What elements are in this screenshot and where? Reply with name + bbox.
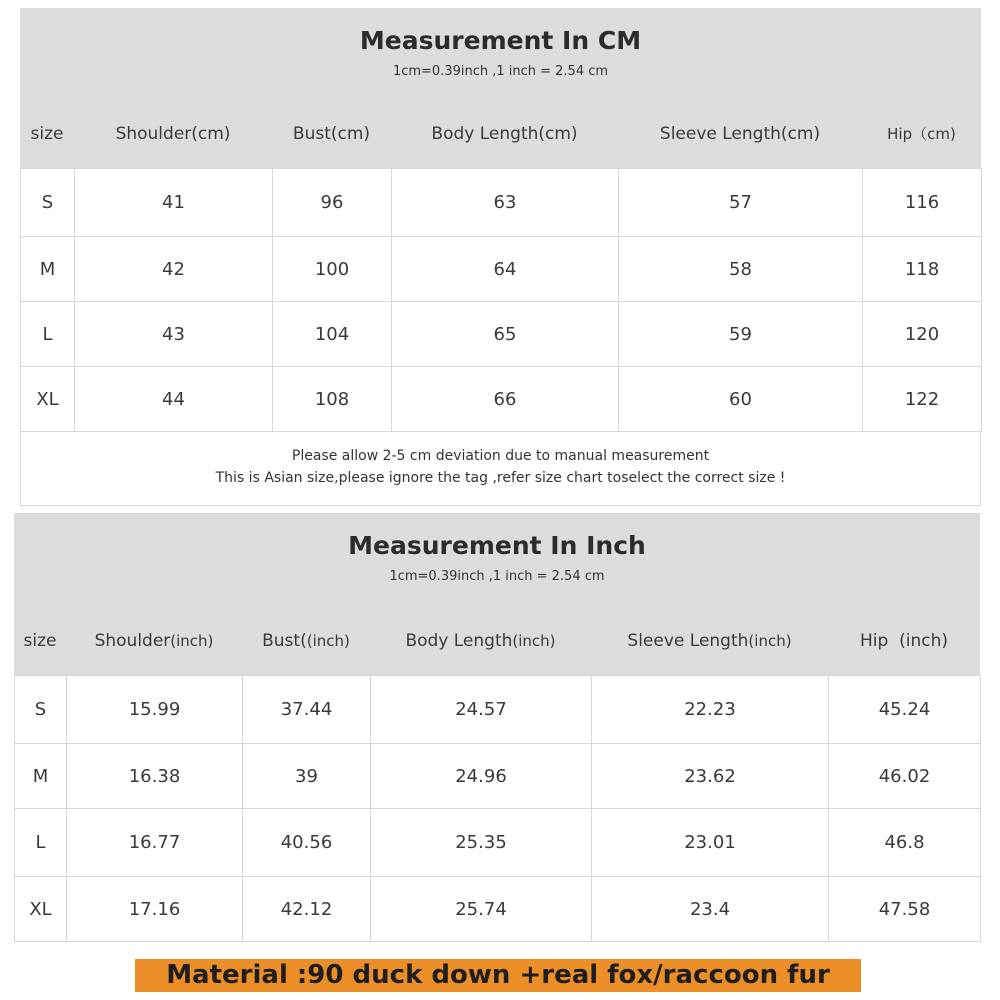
cm-size-table bbox=[20, 168, 982, 432]
shoulder-cell: 42 bbox=[75, 237, 273, 302]
asian-size-note: This is Asian size,please ignore the tag ,refer size chart toselect the correct size ! bbox=[215, 470, 786, 486]
inch-header-size-label: size bbox=[23, 631, 57, 651]
sleeve-length-cell: 57 bbox=[619, 169, 863, 237]
hip-cell: 46.8 bbox=[829, 809, 981, 877]
inch-chart-conversion: 1cm=0.39inch ,1 inch = 2.54 cm bbox=[389, 569, 605, 584]
cm-header-size: size bbox=[30, 124, 64, 144]
size-cell: M bbox=[15, 744, 67, 809]
table-row bbox=[15, 744, 981, 809]
table-row bbox=[15, 676, 981, 744]
shoulder-cell: 44 bbox=[75, 367, 273, 432]
sleeve-length-cell: 58 bbox=[619, 237, 863, 302]
body-length-cell: 63 bbox=[392, 169, 619, 237]
table-row bbox=[15, 809, 981, 877]
cm-header-body-length: Body Length(cm) bbox=[431, 124, 578, 144]
inch-header-sleeve-length bbox=[591, 621, 828, 661]
table-row bbox=[21, 367, 982, 432]
body-length-cell: 25.35 bbox=[371, 809, 592, 877]
shoulder-cell: 16.38 bbox=[67, 744, 243, 809]
shoulder-cell: 16.77 bbox=[67, 809, 243, 877]
inch-header-bust-label: Bust( bbox=[262, 631, 307, 651]
inch-header-body-length bbox=[370, 621, 591, 661]
size-cell: L bbox=[21, 302, 75, 367]
inch-size-table bbox=[14, 675, 981, 942]
sleeve-length-cell: 23.62 bbox=[592, 744, 829, 809]
inch-header-shoulder bbox=[66, 621, 242, 661]
size-cell: M bbox=[21, 237, 75, 302]
inch-column-headers bbox=[14, 621, 980, 661]
sleeve-length-cell: 22.23 bbox=[592, 676, 829, 744]
inch-header-body-length-unit: (inch) bbox=[512, 632, 556, 650]
shoulder-cell: 15.99 bbox=[67, 676, 243, 744]
hip-cell: 45.24 bbox=[829, 676, 981, 744]
table-row bbox=[21, 302, 982, 367]
size-cell: L bbox=[15, 809, 67, 877]
bust-cell: 104 bbox=[273, 302, 392, 367]
cm-header-sleeve-length: Sleeve Length(cm) bbox=[659, 124, 821, 144]
cm-header-shoulder: Shoulder(cm) bbox=[115, 124, 231, 144]
bust-cell: 40.56 bbox=[243, 809, 371, 877]
sleeve-length-cell: 60 bbox=[619, 367, 863, 432]
inch-header-sleeve-length-label: Sleeve Length bbox=[627, 631, 749, 651]
inch-chart-header bbox=[14, 513, 980, 675]
cm-chart-notes bbox=[20, 432, 981, 506]
body-length-cell: 24.57 bbox=[371, 676, 592, 744]
shoulder-cell: 41 bbox=[75, 169, 273, 237]
body-length-cell: 24.96 bbox=[371, 744, 592, 809]
cm-chart-title: Measurement In CM bbox=[359, 26, 642, 55]
table-row bbox=[15, 877, 981, 942]
inch-header-body-length-label: Body Length bbox=[405, 631, 513, 651]
hip-cell: 116 bbox=[863, 169, 982, 237]
inch-chart-title: Measurement In Inch bbox=[348, 531, 646, 560]
body-length-cell: 66 bbox=[392, 367, 619, 432]
inch-header-bust bbox=[242, 621, 370, 661]
size-cell: XL bbox=[15, 877, 67, 942]
cm-chart-header bbox=[20, 8, 981, 168]
shoulder-cell: 43 bbox=[75, 302, 273, 367]
inch-header-hip-label: Hip (inch) bbox=[860, 631, 948, 651]
table-row bbox=[21, 169, 982, 237]
hip-cell: 120 bbox=[863, 302, 982, 367]
hip-cell: 122 bbox=[863, 367, 982, 432]
inch-header-hip bbox=[828, 621, 980, 661]
bust-cell: 108 bbox=[273, 367, 392, 432]
bust-cell: 42.12 bbox=[243, 877, 371, 942]
cm-header-bust: Bust(cm) bbox=[292, 124, 371, 144]
deviation-note: Please allow 2-5 cm deviation due to manual measurement bbox=[291, 448, 710, 464]
cm-column-headers bbox=[20, 114, 981, 154]
inch-header-shoulder-label: Shoulder bbox=[94, 631, 171, 651]
hip-cell: 46.02 bbox=[829, 744, 981, 809]
body-length-cell: 25.74 bbox=[371, 877, 592, 942]
bust-cell: 39 bbox=[243, 744, 371, 809]
inch-size-chart bbox=[14, 513, 980, 941]
sleeve-length-cell: 59 bbox=[619, 302, 863, 367]
hip-cell: 118 bbox=[863, 237, 982, 302]
inch-header-size bbox=[14, 621, 66, 661]
body-length-cell: 64 bbox=[392, 237, 619, 302]
sleeve-length-cell: 23.4 bbox=[592, 877, 829, 942]
material-banner: Material :90 duck down +real fox/raccoon fur bbox=[135, 959, 861, 992]
shoulder-cell: 17.16 bbox=[67, 877, 243, 942]
inch-header-shoulder-unit: (inch) bbox=[170, 632, 214, 650]
body-length-cell: 65 bbox=[392, 302, 619, 367]
table-row bbox=[21, 237, 982, 302]
size-cell: S bbox=[21, 169, 75, 237]
hip-cell: 47.58 bbox=[829, 877, 981, 942]
inch-header-sleeve-length-unit: (inch) bbox=[748, 632, 792, 650]
cm-size-chart bbox=[20, 8, 981, 506]
bust-cell: 37.44 bbox=[243, 676, 371, 744]
cm-header-hip: Hip（cm) bbox=[887, 125, 956, 143]
cm-chart-conversion: 1cm=0.39inch ,1 inch = 2.54 cm bbox=[392, 64, 609, 79]
bust-cell: 100 bbox=[273, 237, 392, 302]
bust-cell: 96 bbox=[273, 169, 392, 237]
size-cell: XL bbox=[21, 367, 75, 432]
inch-header-bust-unit: (inch) bbox=[306, 632, 350, 650]
size-cell: S bbox=[15, 676, 67, 744]
sleeve-length-cell: 23.01 bbox=[592, 809, 829, 877]
